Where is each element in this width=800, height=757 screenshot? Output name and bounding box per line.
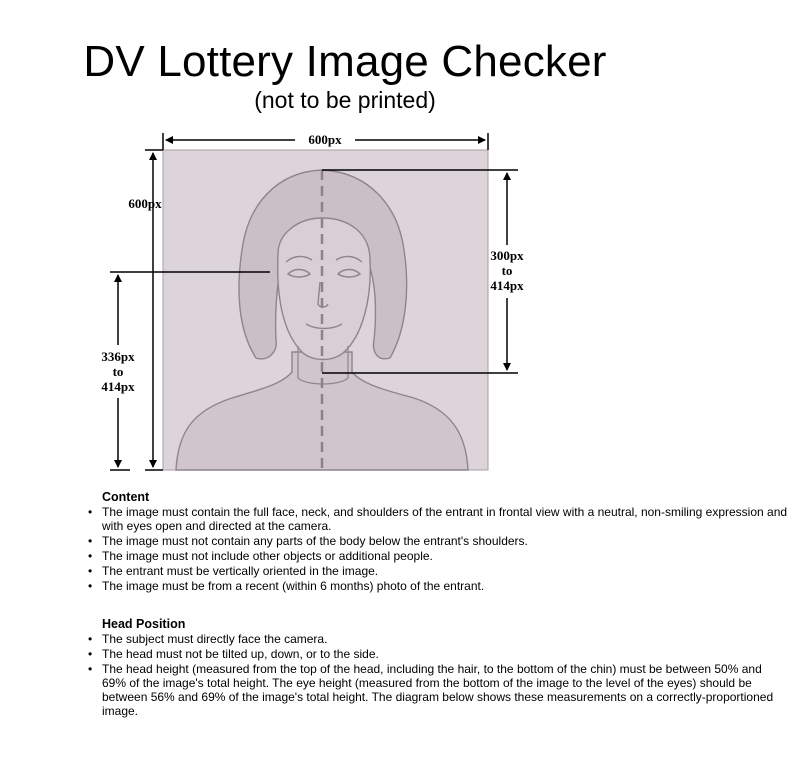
eye-height-label-line3: 414px bbox=[101, 379, 135, 394]
height-label: 600px bbox=[128, 196, 162, 211]
content-section bbox=[88, 490, 788, 594]
width-label: 600px bbox=[308, 132, 342, 147]
eye-height-label-line1: 336px bbox=[101, 349, 135, 364]
list-item: • The head must not be tilted up, down, or to the side. bbox=[102, 647, 788, 661]
page-subtitle: (not to be printed) bbox=[254, 87, 436, 113]
list-item: • The image must contain the full face, neck, and shoulders of the entrant in frontal view with a neutral, non-smiling expression and with eyes open and directed at the camera. bbox=[102, 505, 788, 533]
list-item: • The head height (measured from the top of the head, including the hair, to the bottom of the chin) must be between 50% and 69% of the image's total height. The eye height (measured from the bottom of the image to the level of the eyes) should be between 56% and 69% of the image's total height. The diagram below shows these measurements on a correctly-proportioned image. bbox=[102, 662, 788, 718]
content-heading: Content bbox=[102, 490, 150, 504]
head-height-label-line3: 414px bbox=[490, 278, 524, 293]
content-list bbox=[88, 505, 788, 593]
page-title: DV Lottery Image Checker bbox=[83, 37, 607, 86]
list-item: • The image must be from a recent (within 6 months) photo of the entrant. bbox=[102, 579, 788, 593]
head-position-heading: Head Position bbox=[102, 617, 186, 631]
head-height-label-line1: 300px bbox=[490, 248, 524, 263]
list-item: • The entrant must be vertically oriented in the image. bbox=[102, 564, 788, 578]
head-height-label-line2: to bbox=[501, 263, 513, 278]
eye-height-label-line2: to bbox=[112, 364, 124, 379]
head-position-list bbox=[88, 632, 788, 718]
list-item: • The subject must directly face the camera. bbox=[102, 632, 788, 646]
list-item: • The image must not contain any parts of the body below the entrant's shoulders. bbox=[102, 534, 788, 548]
head-position-section bbox=[88, 617, 788, 719]
list-item: • The image must not include other objects or additional people. bbox=[102, 549, 788, 563]
